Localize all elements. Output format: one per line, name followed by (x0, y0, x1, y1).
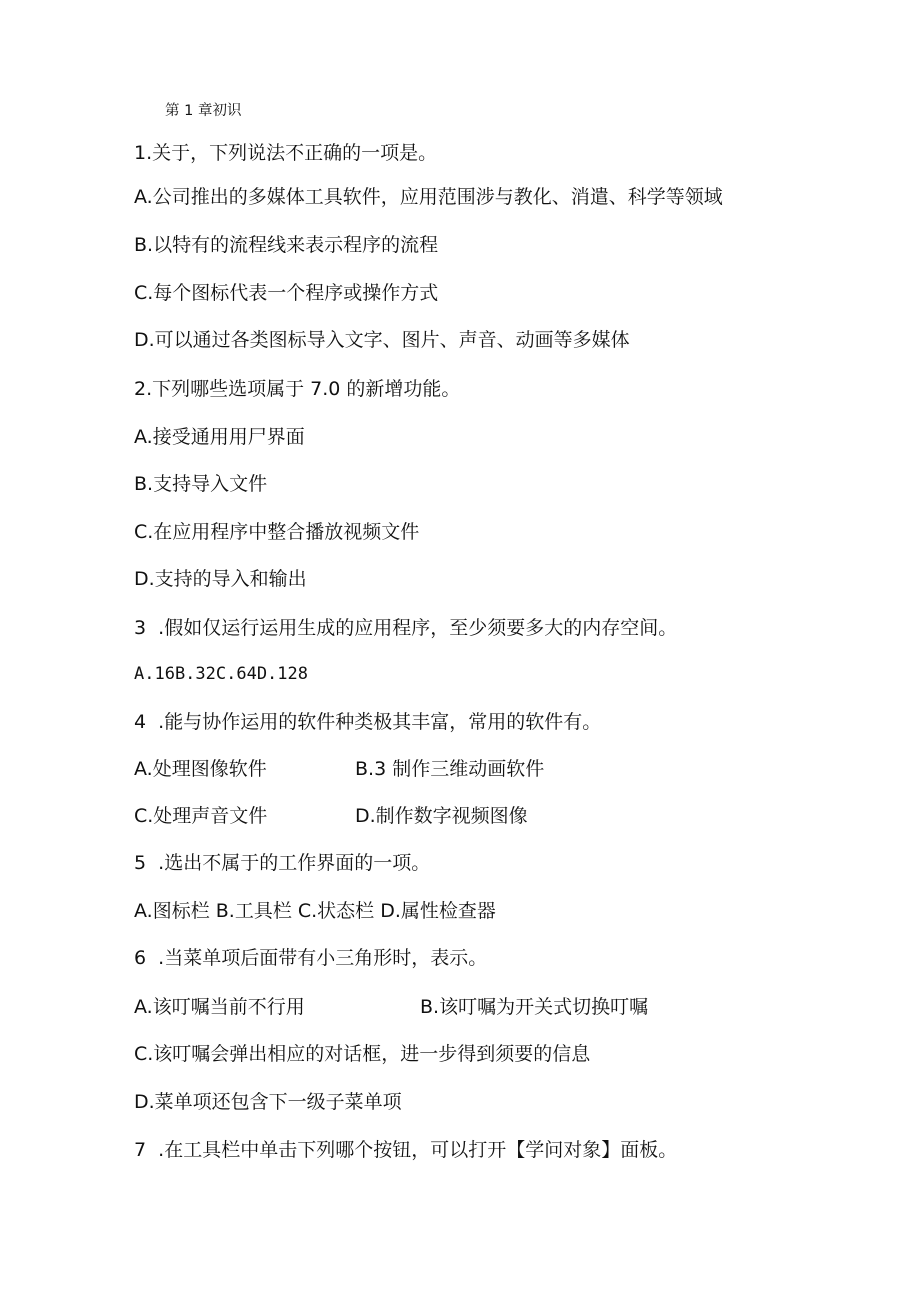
question-3-options: A.16B.32C.64D.128 (134, 664, 308, 684)
question-4-options-row-2 (134, 804, 734, 828)
question-2-stem: 2.下列哪些选项属于 7.0 的新增功能。 (134, 378, 461, 400)
question-4-options-row-1 (134, 757, 734, 781)
question-4-option-b: B.3 制作三维动画软件 (355, 758, 545, 780)
question-6-option-a: A.该叮嘱当前不行用 (134, 996, 305, 1018)
question-6-option-d: D.菜单项还包含下一级子菜单项 (134, 1091, 402, 1113)
question-5-stem: 5 .选出不属于的工作界面的一项。 (134, 852, 431, 874)
question-4-stem: 4 .能与协作运用的软件种类极其丰富，常用的软件有。 (134, 711, 602, 733)
question-3-stem: 3 .假如仅运行运用生成的应用程序，至少须要多大的内存空间。 (134, 617, 678, 639)
question-1-option-d: D.可以通过各类图标导入文字、图片、声音、动画等多媒体 (134, 329, 630, 351)
question-6-options-row-1 (134, 995, 754, 1019)
question-7-stem: 7 .在工具栏中单击下列哪个按钮，可以打开【学问对象】面板。 (134, 1139, 678, 1161)
question-2-option-b: B.支持导入文件 (134, 473, 268, 495)
question-5-options: A.图标栏 B.工具栏 C.状态栏 D.属性检查器 (134, 900, 496, 922)
question-2-option-c: C.在应用程序中整合播放视频文件 (134, 521, 420, 543)
question-4-option-d: D.制作数字视频图像 (355, 805, 528, 827)
question-1-option-a: A.公司推出的多媒体工具软件，应用范围涉与教化、消遣、科学等领域 (134, 186, 723, 208)
question-1-stem: 1.关于，下列说法不正确的一项是。 (134, 142, 438, 164)
question-2-option-a: A.接受通用用尸界面 (134, 426, 305, 448)
question-2-option-d: D.支持的导入和输出 (134, 568, 307, 590)
question-6-stem: 6 .当菜单项后面带有小三角形时，表示。 (134, 947, 488, 969)
question-6-option-c: C.该叮嘱会弹出相应的对话框，进一步得到须要的信息 (134, 1043, 591, 1065)
question-6-option-b: B.该叮嘱为开关式切换叮嘱 (420, 996, 649, 1018)
question-1-option-b: B.以特有的流程线来表示程序的流程 (134, 234, 439, 256)
question-4-option-a: A.处理图像软件 (134, 758, 267, 780)
chapter-heading: 第 1 章初识 (165, 103, 242, 119)
question-1-option-c: C.每个图标代表一个程序或操作方式 (134, 282, 439, 304)
question-4-option-c: C.处理声音文件 (134, 805, 268, 827)
